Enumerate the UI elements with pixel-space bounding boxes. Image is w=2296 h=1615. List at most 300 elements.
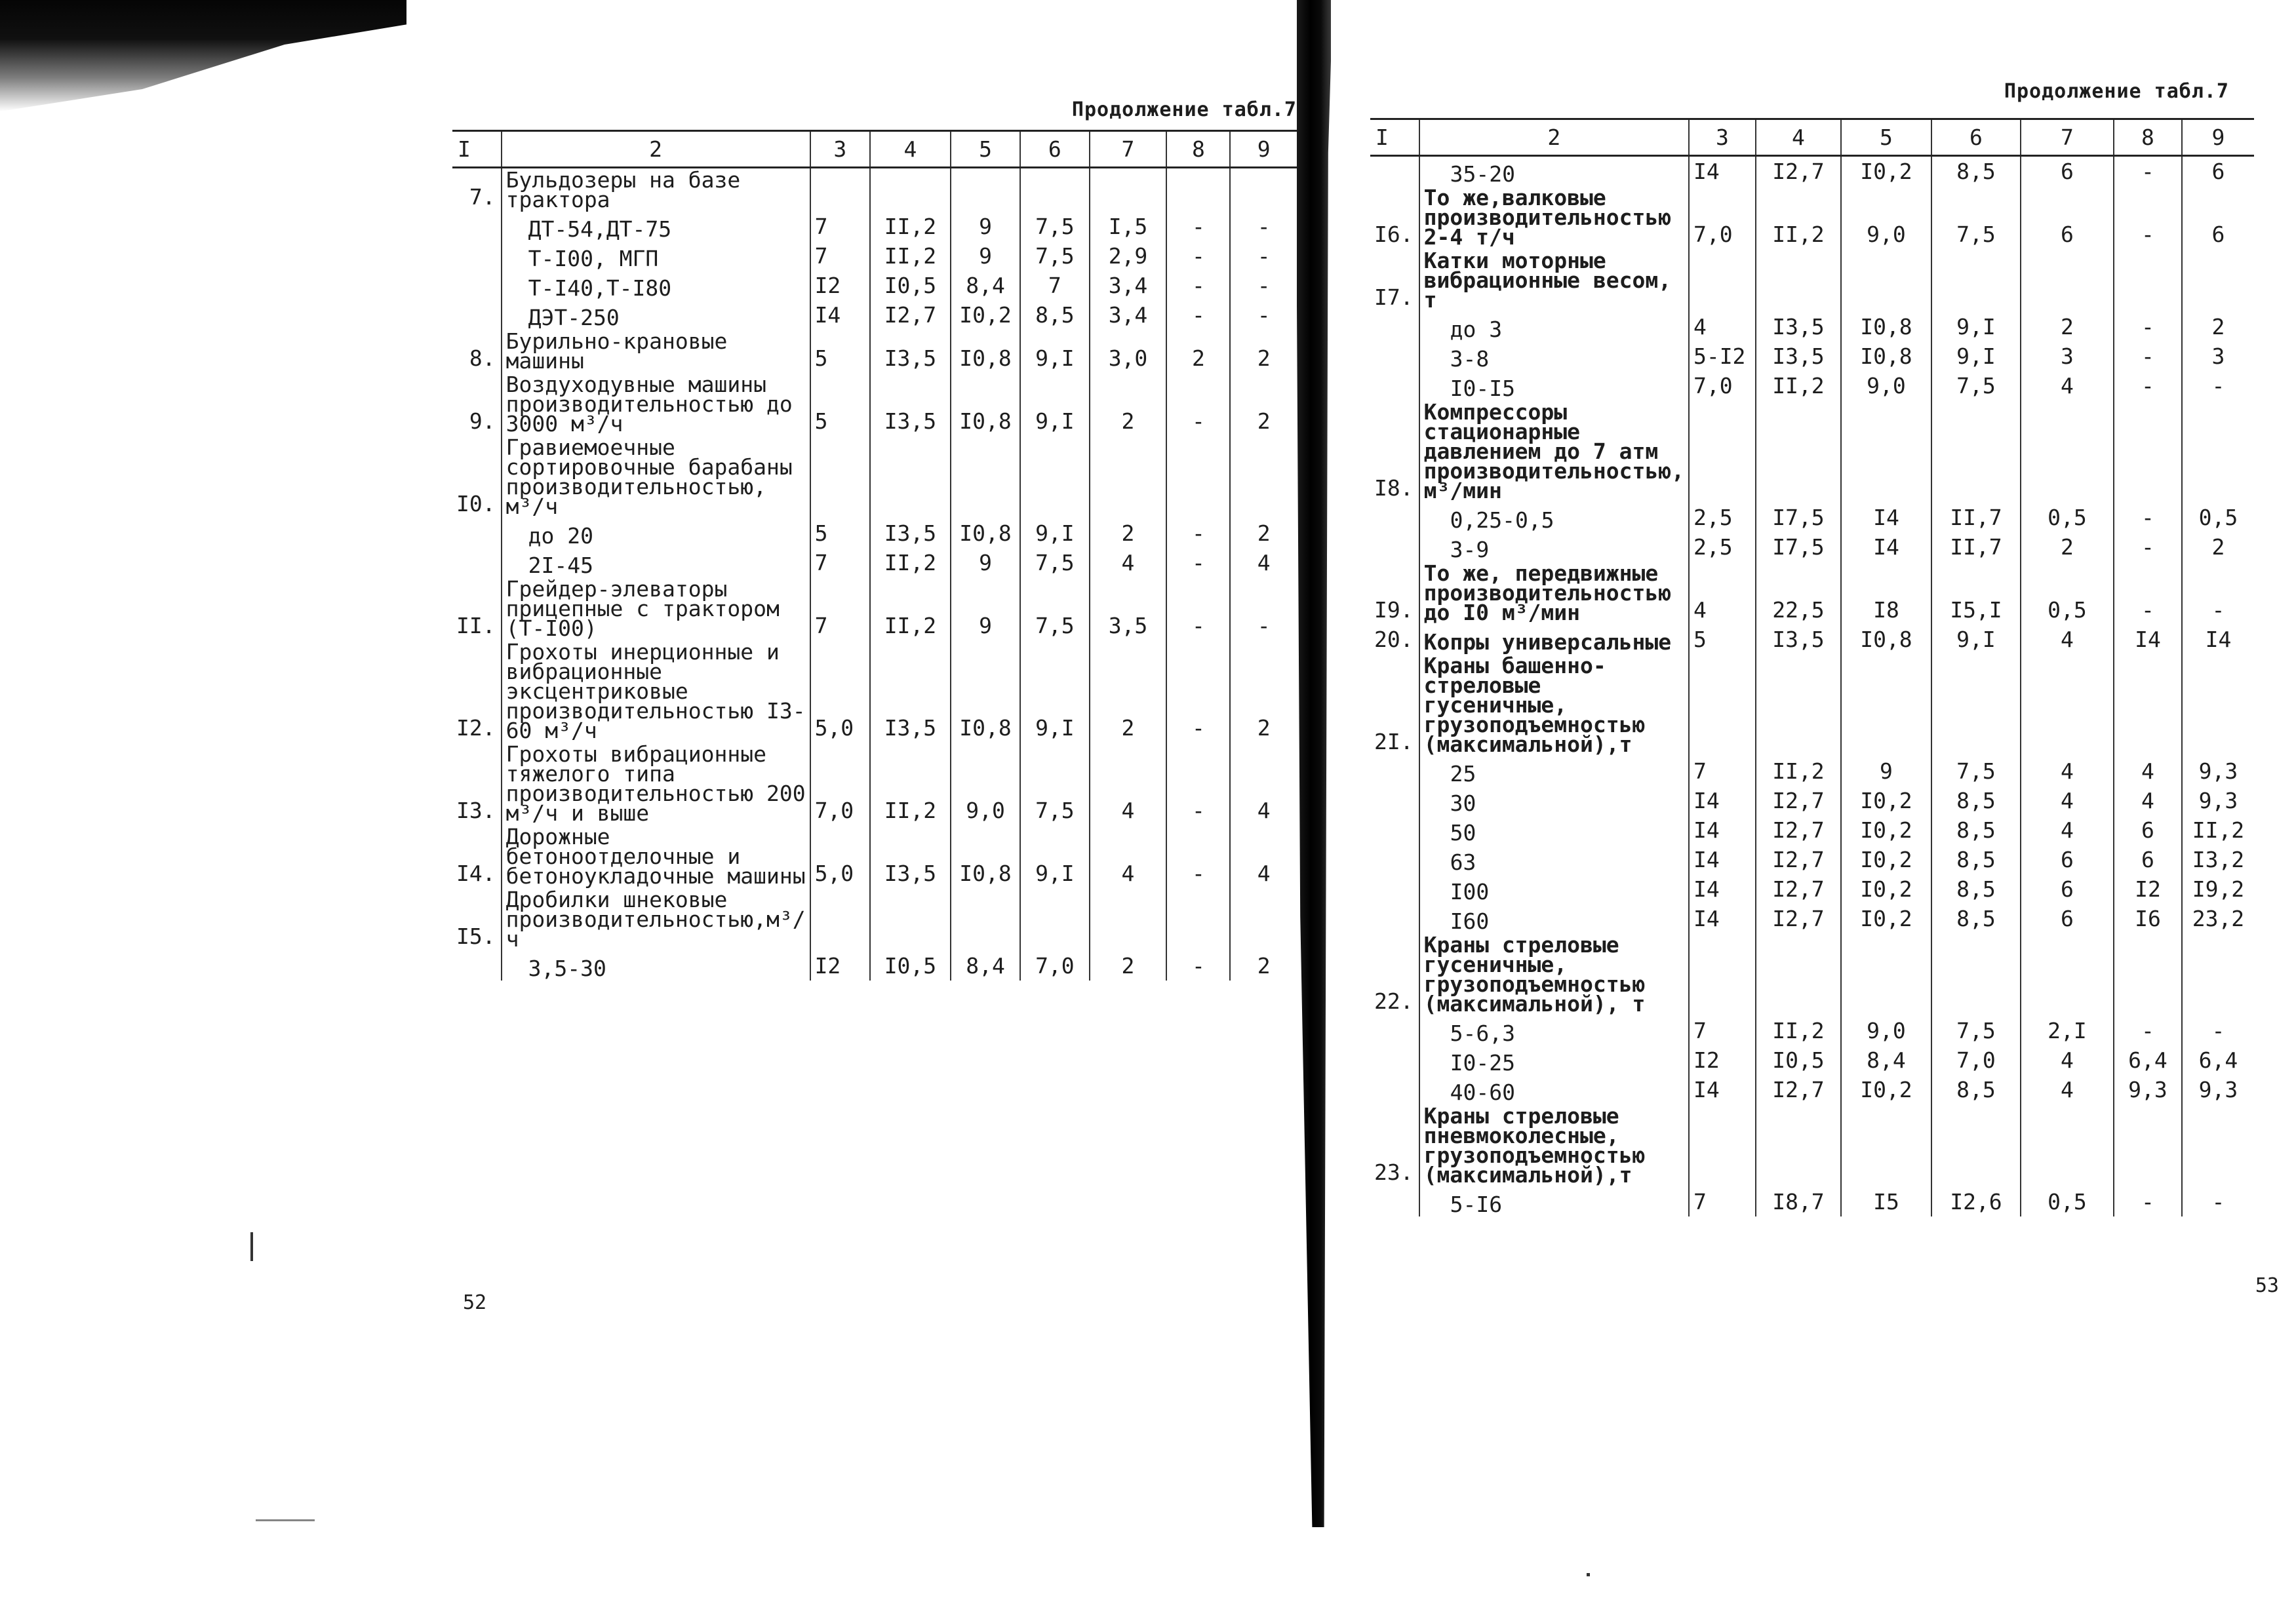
value-cell: 2 xyxy=(2182,312,2254,341)
value-cell: 7,0 xyxy=(1689,371,1756,400)
machine-name: ДЭТ-250 xyxy=(502,300,810,330)
value-cell: 9 xyxy=(1841,756,1931,786)
column-header: 3 xyxy=(810,131,870,168)
value-cell xyxy=(2182,400,2254,503)
value-cell: I2,7 xyxy=(1756,904,1841,933)
column-header: 4 xyxy=(870,131,951,168)
value-cell xyxy=(1756,1104,1841,1187)
value-cell: I4 xyxy=(1689,815,1756,845)
value-cell: 2,I xyxy=(2021,1016,2114,1045)
value-cell xyxy=(2021,1104,2114,1187)
machine-name: I60 xyxy=(1419,904,1689,933)
value-cell: I3,5 xyxy=(870,330,951,373)
table-row xyxy=(1370,186,2254,249)
value-cell xyxy=(1931,654,2021,756)
value-cell: 2 xyxy=(1090,640,1167,743)
value-cell: I0,2 xyxy=(1841,904,1931,933)
value-cell: 4 xyxy=(2021,756,2114,786)
value-cell: - xyxy=(1166,548,1230,577)
value-cell xyxy=(1931,400,2021,503)
value-cell: 9,I xyxy=(1931,312,2021,341)
value-cell: 3 xyxy=(2021,341,2114,371)
value-cell: I0,8 xyxy=(951,518,1020,548)
row-number: I4. xyxy=(456,861,496,886)
value-cell: 0,5 xyxy=(2021,1187,2114,1216)
left-machine-table xyxy=(452,130,1297,981)
value-cell xyxy=(951,436,1020,518)
value-cell: I2,7 xyxy=(1756,156,1841,187)
value-cell: 9 xyxy=(951,548,1020,577)
machine-name: I0-I5 xyxy=(1419,371,1689,400)
value-cell: 2,9 xyxy=(1090,241,1167,271)
table-row xyxy=(452,743,1297,825)
machine-name: Грохоты вибрационные тяжелого типа производительностью 200 м³/ч и выше xyxy=(502,743,810,825)
row-number xyxy=(1370,341,1419,371)
value-cell: II,2 xyxy=(1756,756,1841,786)
row-number xyxy=(1370,503,1419,532)
right-machine-table xyxy=(1370,118,2254,1216)
machine-name: 30 xyxy=(1419,786,1689,815)
value-cell: 9,0 xyxy=(1841,186,1931,249)
value-cell xyxy=(2114,933,2182,1016)
value-cell: 8,5 xyxy=(1931,786,2021,815)
value-cell: - xyxy=(2182,1187,2254,1216)
value-cell: - xyxy=(1230,212,1297,241)
value-cell: 6 xyxy=(2021,845,2114,874)
value-cell: I2,7 xyxy=(1756,786,1841,815)
value-cell: I2 xyxy=(2114,874,2182,904)
value-cell xyxy=(810,436,870,518)
column-header: 5 xyxy=(951,131,1020,168)
value-cell: 7,0 xyxy=(810,743,870,825)
value-cell: I9,2 xyxy=(2182,874,2254,904)
value-cell: 3,4 xyxy=(1090,300,1167,330)
machine-name: Т-I40,Т-I80 xyxy=(502,271,810,300)
value-cell: 3,4 xyxy=(1090,271,1167,300)
value-cell: I3,5 xyxy=(870,373,951,436)
value-cell: 9,I xyxy=(1020,825,1089,888)
value-cell: I2 xyxy=(810,271,870,300)
value-cell: 5 xyxy=(810,373,870,436)
value-cell: 4 xyxy=(2114,756,2182,786)
value-cell: 6 xyxy=(2021,904,2114,933)
table-row xyxy=(452,640,1297,743)
value-cell: - xyxy=(1166,825,1230,888)
value-cell xyxy=(2021,933,2114,1016)
value-cell: 4 xyxy=(1689,312,1756,341)
value-cell: - xyxy=(1166,577,1230,640)
value-cell: I4 xyxy=(2182,625,2254,654)
value-cell: I3,2 xyxy=(2182,845,2254,874)
value-cell: I4 xyxy=(1689,904,1756,933)
value-cell: I4 xyxy=(1689,874,1756,904)
value-cell: 6 xyxy=(2182,186,2254,249)
value-cell: 4 xyxy=(1689,562,1756,625)
book-spine-shadow xyxy=(1297,0,1331,1527)
value-cell: 9 xyxy=(951,241,1020,271)
value-cell: 3,0 xyxy=(1090,330,1167,373)
value-cell: I4 xyxy=(1689,156,1756,187)
value-cell: 6,4 xyxy=(2182,1045,2254,1075)
row-number: 23. xyxy=(1374,1159,1414,1185)
value-cell xyxy=(1931,933,2021,1016)
row-number: I5. xyxy=(456,924,496,949)
value-cell: I0,5 xyxy=(870,271,951,300)
value-cell: I5 xyxy=(1841,1187,1931,1216)
value-cell: II,2 xyxy=(870,241,951,271)
value-cell xyxy=(951,888,1020,951)
value-cell: 9,I xyxy=(1020,640,1089,743)
value-cell: 2 xyxy=(1090,373,1167,436)
value-cell: 8,4 xyxy=(951,951,1020,981)
machine-name: Дорожные бетоноотделочные и бетоноукладочные машины xyxy=(502,825,810,888)
machine-name: до 3 xyxy=(1419,312,1689,341)
value-cell: - xyxy=(2114,1187,2182,1216)
value-cell: I2,7 xyxy=(1756,874,1841,904)
value-cell: I4 xyxy=(810,300,870,330)
value-cell xyxy=(1756,249,1841,312)
column-header: 8 xyxy=(1166,131,1230,168)
value-cell: I5,I xyxy=(1931,562,2021,625)
value-cell: I2,6 xyxy=(1931,1187,2021,1216)
value-cell: 7 xyxy=(810,241,870,271)
value-cell: 9,I xyxy=(1931,341,2021,371)
value-cell: 4 xyxy=(2021,1075,2114,1104)
value-cell xyxy=(1841,654,1931,756)
table-row xyxy=(452,518,1297,548)
table-row xyxy=(1370,1075,2254,1104)
value-cell: 4 xyxy=(1230,548,1297,577)
table-row xyxy=(1370,904,2254,933)
value-cell: I0,8 xyxy=(951,373,1020,436)
machine-name: 5-6,3 xyxy=(1419,1016,1689,1045)
scan-mark xyxy=(250,1232,253,1261)
row-number xyxy=(1370,756,1419,786)
value-cell: 5-I2 xyxy=(1689,341,1756,371)
value-cell: I0,2 xyxy=(1841,874,1931,904)
value-cell xyxy=(1230,436,1297,518)
value-cell: I0,8 xyxy=(1841,312,1931,341)
value-cell: I8 xyxy=(1841,562,1931,625)
row-number: I8. xyxy=(1374,475,1414,501)
table-row xyxy=(1370,532,2254,562)
value-cell: 7,5 xyxy=(1931,186,2021,249)
table-row xyxy=(452,168,1297,212)
row-number xyxy=(1370,786,1419,815)
value-cell: 2 xyxy=(1230,373,1297,436)
value-cell: 8,5 xyxy=(1931,904,2021,933)
value-cell: 4 xyxy=(1090,743,1167,825)
value-cell: 7 xyxy=(1689,1016,1756,1045)
value-cell: I3,5 xyxy=(1756,312,1841,341)
value-cell xyxy=(1841,249,1931,312)
value-cell: - xyxy=(2182,562,2254,625)
value-cell: 4 xyxy=(2021,815,2114,845)
table-row xyxy=(1370,786,2254,815)
machine-name: I00 xyxy=(1419,874,1689,904)
value-cell: 9,3 xyxy=(2114,1075,2182,1104)
value-cell xyxy=(1090,888,1167,951)
column-header: 5 xyxy=(1841,119,1931,156)
value-cell: 2,5 xyxy=(1689,532,1756,562)
table-row xyxy=(1370,1016,2254,1045)
machine-name: Краны стреловые пневмоколесные, грузоподъемностью (максимальной),т xyxy=(1419,1104,1689,1187)
table-row xyxy=(1370,845,2254,874)
continuation-label: Продолжение табл.7 xyxy=(2004,80,2229,103)
value-cell: II,2 xyxy=(1756,1016,1841,1045)
value-cell xyxy=(1689,400,1756,503)
value-cell xyxy=(2182,1104,2254,1187)
machine-name: Катки моторные вибрационные весом, т xyxy=(1419,249,1689,312)
value-cell: - xyxy=(2114,156,2182,187)
row-number xyxy=(1370,874,1419,904)
value-cell: I0,2 xyxy=(1841,786,1931,815)
machine-name: 40-60 xyxy=(1419,1075,1689,1104)
table-row xyxy=(1370,654,2254,756)
row-number xyxy=(1370,371,1419,400)
value-cell: I2,7 xyxy=(1756,815,1841,845)
column-header: 9 xyxy=(1230,131,1297,168)
value-cell: 3,5 xyxy=(1090,577,1167,640)
value-cell: 8,5 xyxy=(1020,300,1089,330)
row-number xyxy=(452,518,502,548)
value-cell: I2,7 xyxy=(870,300,951,330)
machine-name: То же,валковые производительностью 2-4 т/ч xyxy=(1419,186,1689,249)
value-cell: I0,2 xyxy=(1841,1075,1931,1104)
value-cell: II,2 xyxy=(1756,186,1841,249)
value-cell: 6 xyxy=(2182,156,2254,187)
value-cell: I0,2 xyxy=(1841,845,1931,874)
value-cell: I0,5 xyxy=(1756,1045,1841,1075)
column-header: I xyxy=(1370,119,1419,156)
row-number: 22. xyxy=(1374,988,1414,1014)
row-number: II. xyxy=(456,613,496,638)
value-cell: 5 xyxy=(810,330,870,373)
value-cell: 3 xyxy=(2182,341,2254,371)
value-cell: 7 xyxy=(810,577,870,640)
column-header: I xyxy=(452,131,502,168)
value-cell xyxy=(2021,400,2114,503)
table-row xyxy=(452,436,1297,518)
row-number xyxy=(1370,1187,1419,1216)
table-row xyxy=(1370,756,2254,786)
value-cell: 7,0 xyxy=(1931,1045,2021,1075)
value-cell: 8,5 xyxy=(1931,156,2021,187)
table-row xyxy=(1370,249,2254,312)
row-number xyxy=(452,951,502,981)
value-cell: I3,5 xyxy=(870,640,951,743)
column-header: 4 xyxy=(1756,119,1841,156)
value-cell: 6 xyxy=(2114,845,2182,874)
value-cell xyxy=(1841,400,1931,503)
machine-name: То же, передвижные производительностью до I0 м³/мин xyxy=(1419,562,1689,625)
row-number: 2I. xyxy=(1374,729,1414,754)
value-cell xyxy=(870,436,951,518)
value-cell: 0,5 xyxy=(2182,503,2254,532)
value-cell: 5 xyxy=(810,518,870,548)
value-cell xyxy=(1166,888,1230,951)
value-cell: 7,5 xyxy=(1931,1016,2021,1045)
value-cell: 7,0 xyxy=(1689,186,1756,249)
value-cell: 8,4 xyxy=(1841,1045,1931,1075)
value-cell: 2,5 xyxy=(1689,503,1756,532)
machine-name: 63 xyxy=(1419,845,1689,874)
value-cell: I7,5 xyxy=(1756,503,1841,532)
column-header: 7 xyxy=(2021,119,2114,156)
value-cell xyxy=(1230,168,1297,212)
value-cell xyxy=(2182,249,2254,312)
value-cell: I4 xyxy=(1689,845,1756,874)
value-cell xyxy=(1020,168,1089,212)
value-cell: 9,I xyxy=(1020,330,1089,373)
value-cell: - xyxy=(2114,312,2182,341)
value-cell xyxy=(2182,654,2254,756)
value-cell: II,2 xyxy=(870,548,951,577)
value-cell: I0,8 xyxy=(951,825,1020,888)
machine-name: ДТ-54,ДТ-75 xyxy=(502,212,810,241)
value-cell: 4 xyxy=(2021,1045,2114,1075)
table-row xyxy=(1370,503,2254,532)
value-cell: II,7 xyxy=(1931,503,2021,532)
column-header: 3 xyxy=(1689,119,1756,156)
value-cell: II,2 xyxy=(1756,371,1841,400)
value-cell: II,2 xyxy=(2182,815,2254,845)
value-cell xyxy=(1090,436,1167,518)
value-cell: - xyxy=(1166,271,1230,300)
value-cell: 9,3 xyxy=(2182,756,2254,786)
value-cell: I8,7 xyxy=(1756,1187,1841,1216)
row-number xyxy=(1370,845,1419,874)
value-cell xyxy=(870,888,951,951)
value-cell: 4 xyxy=(2021,786,2114,815)
value-cell xyxy=(1689,654,1756,756)
value-cell xyxy=(1230,888,1297,951)
value-cell: I0,8 xyxy=(1841,341,1931,371)
value-cell: 9,0 xyxy=(1841,1016,1931,1045)
value-cell: I0,5 xyxy=(870,951,951,981)
value-cell: I2 xyxy=(810,951,870,981)
row-number: I6. xyxy=(1374,222,1414,247)
page-number: 53 xyxy=(2255,1274,2279,1297)
row-number: I2. xyxy=(456,715,496,741)
row-number: I3. xyxy=(456,798,496,823)
value-cell xyxy=(2021,654,2114,756)
value-cell: 2 xyxy=(2182,532,2254,562)
value-cell: 7 xyxy=(810,212,870,241)
value-cell: - xyxy=(1166,518,1230,548)
table-row xyxy=(1370,815,2254,845)
value-cell: - xyxy=(1166,300,1230,330)
machine-name: Грейдер-элеваторы прицепные с трактором (Т-I00) xyxy=(502,577,810,640)
machine-name: Дробилки шнековые производительностью,м³/ч xyxy=(502,888,810,951)
row-number xyxy=(452,300,502,330)
value-cell: I4 xyxy=(2114,625,2182,654)
value-cell: I3,5 xyxy=(1756,625,1841,654)
table-row xyxy=(1370,625,2254,654)
table-row xyxy=(1370,562,2254,625)
value-cell: - xyxy=(2114,503,2182,532)
value-cell: 7,5 xyxy=(1020,212,1089,241)
machine-name: 0,25-0,5 xyxy=(1419,503,1689,532)
column-header: 6 xyxy=(1020,131,1089,168)
page-number: 52 xyxy=(463,1291,487,1314)
machine-name: 25 xyxy=(1419,756,1689,786)
value-cell: 9,3 xyxy=(2182,1075,2254,1104)
machine-name: Компрессоры стационарные давлением до 7 атм производительностью, м³/мин xyxy=(1419,400,1689,503)
value-cell: 9 xyxy=(951,212,1020,241)
table-row xyxy=(1370,156,2254,187)
value-cell xyxy=(2114,654,2182,756)
machine-name: Краны стреловые гусеничные, грузоподъемностью (максимальной), т xyxy=(1419,933,1689,1016)
value-cell: 2 xyxy=(1230,518,1297,548)
table-row xyxy=(1370,371,2254,400)
value-cell xyxy=(870,168,951,212)
value-cell: 9,I xyxy=(1020,373,1089,436)
value-cell: - xyxy=(1166,743,1230,825)
value-cell: 2 xyxy=(1166,330,1230,373)
value-cell: 2 xyxy=(1230,951,1297,981)
value-cell: 2 xyxy=(2021,312,2114,341)
value-cell xyxy=(1689,933,1756,1016)
value-cell: II,2 xyxy=(870,743,951,825)
value-cell: 8,5 xyxy=(1931,815,2021,845)
value-cell: 8,5 xyxy=(1931,1075,2021,1104)
row-number xyxy=(1370,1075,1419,1104)
table-body xyxy=(452,168,1297,981)
machine-name: 3,5-30 xyxy=(502,951,810,981)
table-row xyxy=(452,951,1297,981)
machine-name: 50 xyxy=(1419,815,1689,845)
table-row xyxy=(452,373,1297,436)
value-cell xyxy=(1166,168,1230,212)
value-cell: - xyxy=(2114,1016,2182,1045)
row-number: I9. xyxy=(1374,597,1414,623)
value-cell: 4 xyxy=(2021,371,2114,400)
value-cell: - xyxy=(2114,532,2182,562)
value-cell: 7 xyxy=(1689,1187,1756,1216)
table-row xyxy=(452,241,1297,271)
row-number xyxy=(452,241,502,271)
value-cell: 7,5 xyxy=(1020,743,1089,825)
value-cell: I0,2 xyxy=(1841,815,1931,845)
table-row xyxy=(452,548,1297,577)
row-number: I7. xyxy=(1374,284,1414,310)
value-cell: - xyxy=(2114,341,2182,371)
value-cell: I2,7 xyxy=(1756,1075,1841,1104)
table-row xyxy=(1370,341,2254,371)
machine-name: Грохоты инерционные и вибрационные эксцентриковые производительностью I3-60 м³/ч xyxy=(502,640,810,743)
table-row xyxy=(452,888,1297,951)
value-cell xyxy=(1841,1104,1931,1187)
value-cell xyxy=(2114,400,2182,503)
value-cell: - xyxy=(2114,562,2182,625)
scan-mark xyxy=(256,1519,315,1521)
value-cell xyxy=(1931,249,2021,312)
row-number: I0. xyxy=(456,491,496,516)
row-number: 7. xyxy=(469,184,496,210)
value-cell: 9,I xyxy=(1020,518,1089,548)
column-header: 2 xyxy=(502,131,810,168)
value-cell: 2 xyxy=(1230,330,1297,373)
table-row xyxy=(1370,1045,2254,1075)
left-page xyxy=(452,0,1297,1615)
table-row xyxy=(452,271,1297,300)
value-cell xyxy=(1020,436,1089,518)
value-cell: 7,5 xyxy=(1931,756,2021,786)
value-cell xyxy=(1756,400,1841,503)
value-cell xyxy=(2182,933,2254,1016)
value-cell: I0,8 xyxy=(951,640,1020,743)
